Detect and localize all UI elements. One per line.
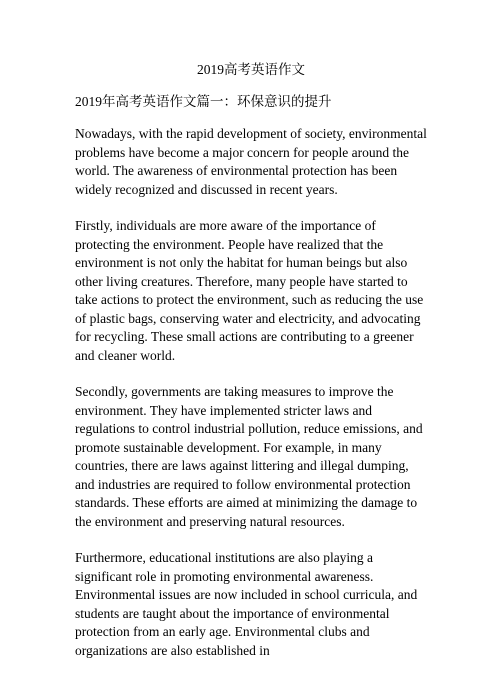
paragraph-intro: Nowadays, with the rapid development of society, environmental problems have become a major concern for people around the world. The awareness of environmental protection has been widely recognized and discussed in recent years. <box>75 126 427 197</box>
document-body <box>75 125 427 678</box>
document-title: 2019高考英语作文 <box>197 62 305 77</box>
document-subtitle: 2019年高考英语作文篇一：环保意识的提升 <box>75 94 332 109</box>
paragraph-furthermore: Furthermore, educational institutions are also playing a significant role in promoting environmental awareness. Environmental issues are now included in school curricula, and students are taught about the importance of environmental protection from an early age. Environmental clubs and organizations are also established in <box>75 550 418 658</box>
paragraph-secondly: Secondly, governments are taking measures to improve the environment. They have implemented stricter laws and regulations to control industrial pollution, reduce emissions, and promote sustainable development. For example, in many countries, there are laws against littering and illegal dumping, and industries are required to follow environmental protection standards. These efforts are aimed at minimizing the damage to the environment and preserving natural resources. <box>75 384 423 529</box>
paragraph-firstly: Firstly, individuals are more aware of the importance of protecting the environment. People have realized that the environment is not only the habitat for human beings but also other living creatures. Therefore, many people have started to take actions to protect the environment, such as reducing the use of plastic bags, conserving water and electricity, and advocating for recycling. These small actions are contributing to a greener and cleaner world. <box>75 218 424 363</box>
